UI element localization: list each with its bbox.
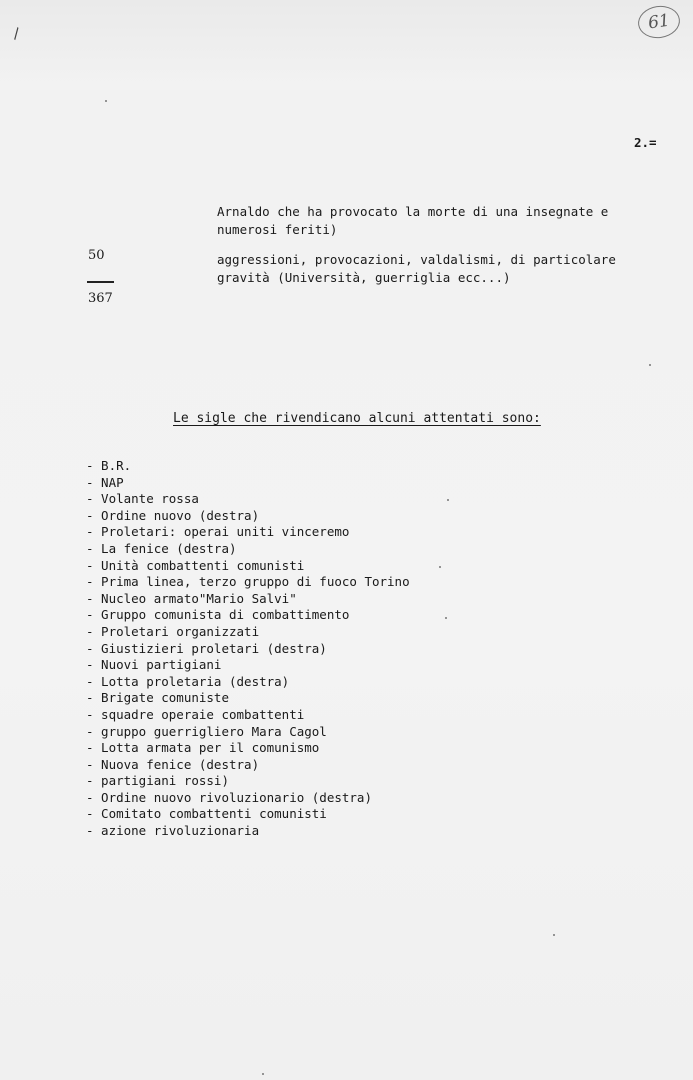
list-item: - Proletari: operai uniti vinceremo [86, 524, 350, 540]
list-item: - B.R. [86, 458, 132, 473]
list-item: - NAP [86, 474, 124, 490]
list-item: - squadre operaie combattenti [86, 706, 305, 722]
margin-sum-rule [87, 281, 114, 283]
list-item: - Gruppo comunista di combattimento [86, 607, 350, 623]
paragraph-continuation: Arnaldo che ha provocato la morte di una insegnate e numerosi feriti) [217, 204, 609, 237]
archive-page-stamp: 61 [636, 3, 682, 41]
list-item: - Lotta proletaria (destra) [86, 673, 290, 689]
paragraph-aggressions: aggressioni, provocazioni, valdalismi, di particolare gravità (Università, guerriglia ecc...) [217, 252, 616, 285]
paper-speck [262, 1073, 264, 1075]
list-item: - Nucleo armato"Mario Salvi" [86, 590, 297, 606]
margin-count-top: 50 [88, 248, 105, 263]
list-item: - gruppo guerrigliero Mara Cagol [86, 723, 327, 739]
list-item: - Comitato combattenti comunisti [86, 806, 327, 822]
list-item: - Volante rossa [86, 491, 199, 507]
list-item: - Nuova fenice (destra) [86, 756, 260, 772]
paper-speck [447, 499, 449, 501]
page-number: 2.= [634, 135, 657, 150]
list-item: - azione rivoluzionaria [86, 823, 260, 839]
sigle-list [86, 458, 410, 840]
corner-pen-mark: \ [7, 25, 25, 43]
margin-count-total: 367 [88, 291, 113, 306]
list-item: - Lotta armata per il comunismo [86, 740, 320, 756]
paper-speck [105, 100, 107, 102]
paper-speck [445, 617, 447, 619]
list-item: - Proletari organizzati [86, 623, 260, 639]
list-item: - Brigate comuniste [86, 690, 229, 706]
list-item: - Giustizieri proletari (destra) [86, 640, 327, 656]
paper-speck [649, 364, 651, 366]
paper-speck [439, 566, 441, 568]
list-item: - Prima linea, terzo gruppo di fuoco Torino [86, 574, 410, 590]
paper-speck [553, 934, 555, 936]
list-item: - Ordine nuovo (destra) [86, 507, 260, 523]
list-item: - Nuovi partigiani [86, 657, 222, 673]
list-item: - La fenice (destra) [86, 540, 237, 556]
list-item: - Unità combattenti comunisti [86, 557, 305, 573]
list-item: - Ordine nuovo rivoluzionario (destra) [86, 789, 372, 805]
list-item: - partigiani rossi) [86, 773, 229, 789]
list-heading: Le sigle che rivendicano alcuni attentati sono: [173, 411, 541, 426]
